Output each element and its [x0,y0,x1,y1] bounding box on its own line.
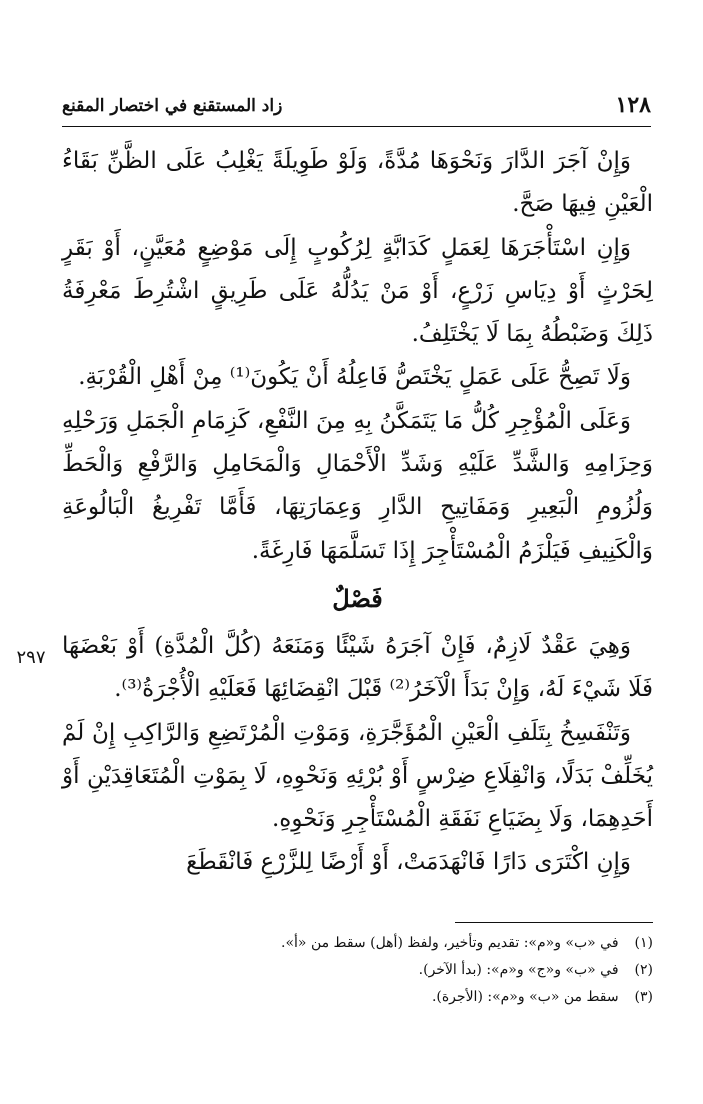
main-text [62,140,653,885]
paragraph-2: وَإِنِ اسْتَأْجَرَهَا لِعَمَلٍ كَدَابَّةٍ لِرُكُوبٍ إِلَى مَوْضِعٍ مُعَيَّنٍ، أَوْ بَقَرٍ لِحَرْثٍ أَوْ دِيَاسِ زَرْعٍ، أَوْ مَنْ يَدُلُّهُ عَلَى طَرِيقٍ اشْتُرِطَ مَعْرِفَةُ ذَلِكَ وَضَبْطُهُ بِمَا لَا يَخْتَلِفُ. [62,234,653,348]
footnote-2 [62,957,653,984]
footnote-text: سقط من «ب» و«م»: (الأجرة). [431,989,619,1005]
footnote-divider [455,922,653,923]
footnote-3 [62,984,653,1011]
footnote-text: في «ب» و«م»: تقديم وتأخير، ولفظ (أهل) سقط من «أ». [281,935,619,951]
footnotes [62,930,653,1011]
margin-reference-number: ٢٩٧ [16,647,46,668]
paragraph-4: وَعَلَى الْمُؤْجِرِ كُلُّ مَا يَتَمَكَّنُ بِهِ مِنَ النَّفْعِ، كَزِمَامِ الْجَمَلِ وَرَحْلِهِ وَحِزَامِهِ وَالشَّدِّ عَلَيْهِ وَشَدِّ الْأَحْمَالِ وَالْمَحَامِلِ وَالرَّفْعِ وَالْحَطِّ وَلُزُومِ الْبَعِيرِ وَمَفَاتِيحِ الدَّارِ وَعِمَارَتِهَا، فَأَمَّا تَفْرِيغُ الْبَالُوعَةِ وَالْكَنِيفِ فَيَلْزَمُ الْمُسْتَأْجِرَ إِذَا تَسَلَّمَهَا فَارِغَةً. [62,407,653,564]
paragraph-5: وَهِيَ عَقْدٌ لَازِمٌ، فَإِنْ آجَرَهُ شَيْئًا وَمَنَعَهُ (كُلَّ الْمُدَّةِ) أَوْ بَعْضَهَا فَلَا شَيْءَ لَهُ، وَإِنْ بَدَأَ الْآخَرُ⁽²⁾ قَبْلَ انْقِضَائِهَا فَعَلَيْهِ الْأُجْرَةُ⁽³⁾. [62,632,653,703]
footnote-1 [62,930,653,957]
footnote-number: (٣) [634,989,653,1005]
running-header [62,92,651,122]
header-divider [62,126,651,127]
paragraph-6: وَتَنْفَسِخُ بِتَلَفِ الْعَيْنِ الْمُؤَجَّرَةِ، وَمَوْتِ الْمُرْتَضِعِ وَالرَّاكِبِ إِنْ لَمْ يُخَلِّفْ بَدَلًا، وَانْقِلَاعِ ضِرْسٍ أَوْ بُرْئِهِ وَنَحْوِهِ، لَا بِمَوْتِ الْمُتَعَاقِدَيْنِ أَوْ أَحَدِهِمَا، وَلَا بِضَيَاعِ نَفَقَةِ الْمُسْتَأْجِرِ وَنَحْوِهِ. [62,719,653,833]
footnote-text: في «ب» و«ج» و«م»: (بدأ الآخر). [418,962,619,978]
paragraph-7: وَإِنِ اكْتَرَى دَارًا فَانْهَدَمَتْ، أَوْ أَرْضًا لِلزَّرْعِ فَانْقَطَعَ [186,849,631,876]
page-number: ١٢٨ [615,92,651,118]
book-title: زاد المستقنع في اختصار المقنع [62,96,283,116]
section-heading: فَصْلٌ [332,583,383,613]
footnote-number: (٢) [634,962,653,978]
paragraph-3: وَلَا تَصِحُّ عَلَى عَمَلٍ يَخْتَصُّ فَاعِلُهُ أَنْ يَكُونَ⁽¹⁾ مِنْ أَهْلِ الْقُرْبَةِ. [78,364,631,391]
paragraph-1: وَإِنْ آجَرَ الدَّارَ وَنَحْوَهَا مُدَّةً، وَلَوْ طَوِيلَةً يَغْلِبُ عَلَى الظَّنِّ بَقَاءُ الْعَيْنِ فِيهَا صَحَّ. [62,148,653,218]
footnote-number: (١) [634,935,653,951]
